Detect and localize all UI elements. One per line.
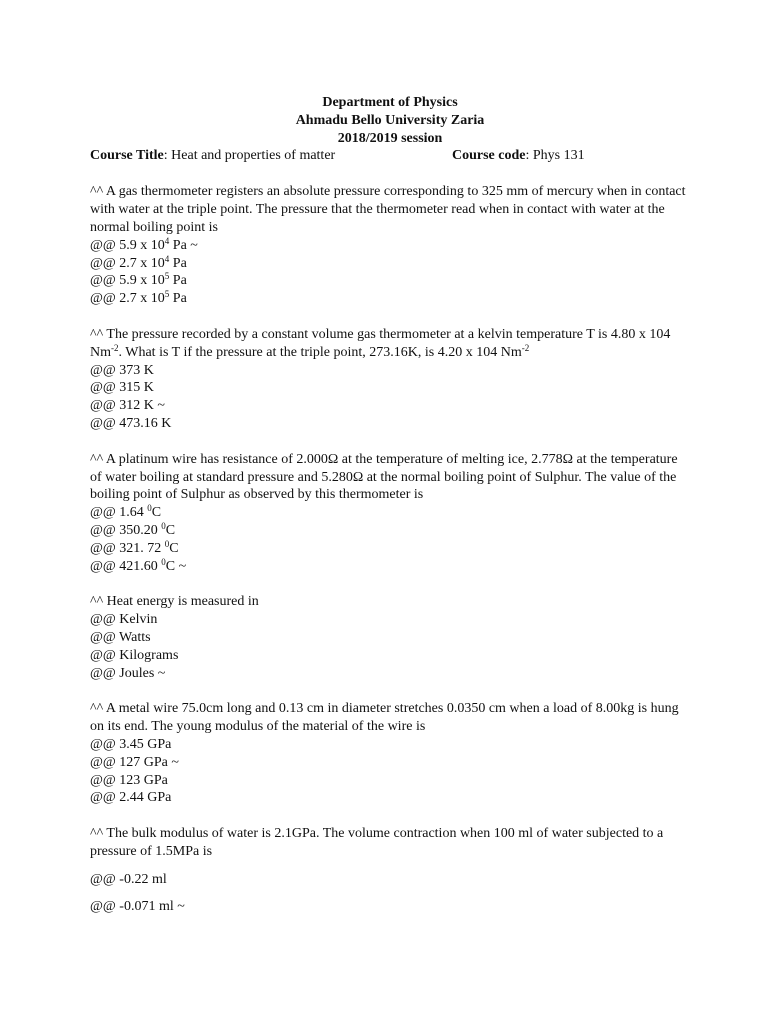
option-b: @@ 127 GPa ~	[90, 754, 179, 770]
course-code	[452, 147, 585, 165]
question-2	[90, 326, 690, 433]
option-a: @@ 373 K	[90, 362, 154, 378]
question-4	[90, 593, 690, 682]
question-stem: ^^ Heat energy is measured in	[90, 594, 259, 610]
department-title: Department of Physics	[322, 95, 458, 110]
course-title	[90, 147, 335, 165]
question-stem: ^^ A platinum wire has resistance of 2.000Ω at the temperature of melting ice, 2.778Ω at the temperature of water boiling at standard pressure and 5.280Ω at the normal boiling point of Sulphur. The value of the boiling point of Sulphur as observed by this thermometer is	[90, 451, 678, 503]
option-b: @@ 350.20 $^0$C	[90, 520, 176, 538]
option-d: @@ Joules ~	[90, 665, 166, 681]
course-code-label: Course code	[452, 148, 526, 164]
option-c: @@ 321. 72 $^0$C	[90, 538, 179, 556]
document-header	[90, 94, 690, 147]
option-c: @@ Kilograms	[90, 647, 179, 663]
option-c: @@ 312 K ~	[90, 398, 165, 414]
question-stem: ^^ A gas thermometer registers an absolute pressure corresponding to 325 mm of mercury when in contact with water at the triple point. The pressure that the thermometer read when in contact with water at the normal boiling point is	[90, 184, 686, 235]
question-6	[90, 825, 690, 916]
option-d: @@ 2.7 x $10^5$ Pa	[90, 289, 187, 307]
session-title: 2018/2019 session	[337, 130, 443, 146]
question-stem: ^^ A metal wire 75.0cm long and 0.13 cm in diameter stretches 0.0350 cm when a load of 8.00kg is hung on its end. The young modulus of the material of the wire is	[90, 701, 679, 735]
question-3	[90, 451, 690, 576]
option-d: @@ 473.16 K	[90, 415, 172, 431]
option-a: @@ 3.45 GPa	[90, 736, 172, 752]
question-stem: ^^ The bulk modulus of water is 2.1GPa. The volume contraction when 100 ml of water subjected to a pressure of 1.5MPa is	[90, 826, 664, 859]
university-title: Ahmadu Bello University Zaria	[295, 112, 485, 128]
course-title-value: : Heat and properties of matter	[163, 148, 336, 164]
course-info	[90, 147, 690, 165]
option-a: @@ -0.22 ml	[90, 871, 167, 887]
question-5	[90, 700, 690, 807]
question-stem: ^^ The pressure recorded by a constant volume gas thermometer at a kelvin temperature T is 4.80 x 104 $Nm^{-2}$. What is T if the pressure at the triple point, 273.16K, is 4.20 x 104 $Nm^{-2}$	[90, 326, 671, 360]
option-b: @@ 315 K	[90, 380, 154, 396]
document-page	[90, 94, 690, 916]
option-a: @@ 1.64 $^0$C	[90, 503, 162, 521]
option-a: @@ 5.9 x $10^4$ Pa ~	[90, 235, 198, 253]
option-c: @@ 5.9 x $10^5$ Pa	[90, 271, 187, 289]
course-title-label: Course Title	[90, 148, 164, 164]
course-code-value: : Phys 131	[525, 148, 585, 164]
option-b: @@ Watts	[90, 629, 151, 645]
option-b: @@ -0.071 ml ~	[90, 899, 185, 915]
option-b: @@ 2.7 x $10^4$ Pa	[90, 253, 187, 271]
option-c: @@ 123 GPa	[90, 772, 168, 788]
option-a: @@ Kelvin	[90, 612, 158, 628]
question-1	[90, 183, 690, 308]
option-d: @@ 421.60 $^0$C ~	[90, 556, 187, 574]
option-d: @@ 2.44 GPa	[90, 790, 172, 806]
